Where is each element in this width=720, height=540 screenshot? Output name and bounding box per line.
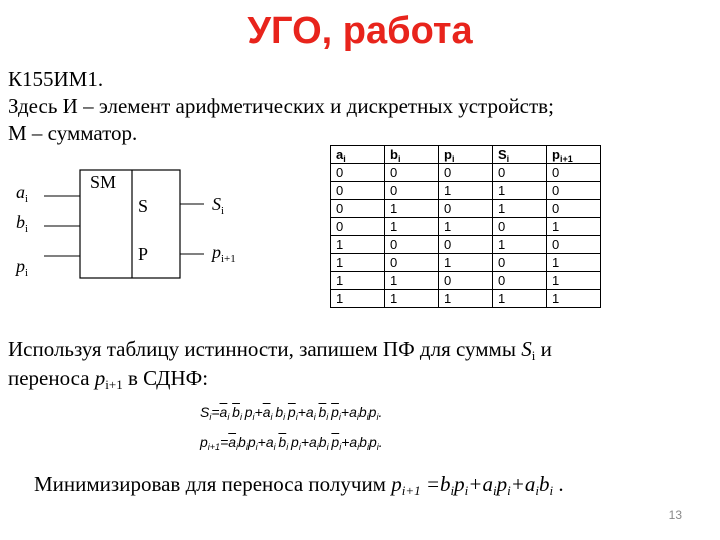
sdnf-paragraph <box>8 336 552 394</box>
table-cell: 1 <box>331 290 385 308</box>
input-p-label <box>16 256 28 277</box>
header-base: S <box>498 147 507 162</box>
paragraph-line-1-end: и <box>535 337 552 361</box>
table-cell: 0 <box>493 164 547 182</box>
table-cell: 0 <box>439 272 493 290</box>
table-cell: 0 <box>439 164 493 182</box>
formula-carry: $p_{i+1}=\overline{a}_ib_ip_i+a_i$ $\overline{b}_i$ $p_i+a_ib_i$ $\overline{p}_i+a_ib_ip_i$. <box>200 434 383 452</box>
intro-line-3: М – сумматор. <box>8 121 138 145</box>
paragraph-line-1 <box>8 336 552 365</box>
result-lhs-sub: i+1 <box>401 483 421 498</box>
result-term-3: +a <box>510 472 536 496</box>
output-si-base: S <box>212 194 221 214</box>
table-cell: 1 <box>439 290 493 308</box>
table-cell: 0 <box>547 164 601 182</box>
result-end: . <box>553 472 564 496</box>
minimized-result: Минимизировав для переноса получим pi+1 =bipi+aipi+aibi . <box>34 472 564 498</box>
truth-table-header-cell <box>331 146 385 164</box>
formula-carry-lhs: p <box>200 434 208 450</box>
table-cell: 1 <box>493 200 547 218</box>
block-label: SM <box>90 172 117 192</box>
header-base: b <box>390 147 398 162</box>
table-cell: 1 <box>547 272 601 290</box>
truth-table <box>330 145 601 308</box>
result-term-2b: p <box>496 472 508 496</box>
output-pi1-base: p <box>212 242 221 262</box>
table-cell: 1 <box>439 218 493 236</box>
table-cell: 1 <box>439 182 493 200</box>
table-cell: 0 <box>439 236 493 254</box>
table-row <box>331 182 601 200</box>
table-cell: 1 <box>493 236 547 254</box>
header-sub: i <box>397 154 401 164</box>
output-s-label: S <box>138 196 149 216</box>
output-si-sub: i <box>221 205 225 217</box>
table-cell: 0 <box>493 218 547 236</box>
result-term-1b: p <box>454 472 465 496</box>
table-row <box>331 236 601 254</box>
result-term-3b: b <box>539 472 550 496</box>
paragraph-line-2 <box>8 365 552 394</box>
truth-table-header-cell <box>385 146 439 164</box>
paragraph-line-1-text: Используя таблицу истинности, запишем ПФ для суммы <box>8 337 522 361</box>
table-cell: 1 <box>493 290 547 308</box>
adder-symbol <box>0 160 260 300</box>
table-cell: 0 <box>385 182 439 200</box>
table-cell: 1 <box>439 254 493 272</box>
header-sub: i+1 <box>559 154 573 164</box>
table-cell: 1 <box>493 182 547 200</box>
table-cell: 1 <box>547 290 601 308</box>
input-a-sub: i <box>25 193 29 205</box>
table-row <box>331 218 601 236</box>
table-cell: 1 <box>547 218 601 236</box>
paragraph-sum-sub: i <box>531 348 536 363</box>
table-cell: 0 <box>493 272 547 290</box>
truth-table-header-cell <box>493 146 547 164</box>
input-p-base: p <box>16 256 25 276</box>
sdnf-formulas <box>200 398 383 458</box>
table-cell: 0 <box>547 200 601 218</box>
table-cell: 1 <box>385 200 439 218</box>
intro-text <box>8 66 554 147</box>
slide-title: УГО, работа <box>247 10 473 52</box>
output-pi1-label <box>212 242 236 263</box>
intro-line-2: Здесь И – элемент арифметических и дискретных устройств; <box>8 94 554 118</box>
paragraph-carry-var: p <box>94 366 106 390</box>
input-a-base: a <box>16 182 25 202</box>
table-cell: 1 <box>385 290 439 308</box>
output-si-label <box>212 194 224 215</box>
paragraph-line-2-text: переноса <box>8 366 95 390</box>
table-cell: 1 <box>331 272 385 290</box>
input-b-label <box>16 212 28 233</box>
paragraph-carry-sub: i+1 <box>105 377 123 392</box>
table-cell: 0 <box>331 218 385 236</box>
input-a-label <box>16 182 28 203</box>
header-base: a <box>336 147 344 162</box>
header-sub: i <box>506 154 510 164</box>
table-row <box>331 290 601 308</box>
table-cell: 0 <box>331 182 385 200</box>
truth-table-header-cell <box>439 146 493 164</box>
result-term-1: =b <box>420 472 451 496</box>
header-sub: i <box>343 154 346 164</box>
truth-table-body <box>331 164 601 308</box>
table-cell: 0 <box>547 236 601 254</box>
paragraph-sum-var: S <box>521 337 532 361</box>
table-cell: 0 <box>385 236 439 254</box>
intro-line-1: К155ИМ1. <box>8 67 104 91</box>
result-term-2: +a <box>468 472 493 496</box>
header-base: p <box>552 147 560 162</box>
table-cell: 0 <box>385 254 439 272</box>
result-text: Минимизировав для переноса получим <box>34 472 392 496</box>
table-cell: 1 <box>385 218 439 236</box>
header-base: p <box>444 147 452 162</box>
table-cell: 1 <box>331 236 385 254</box>
truth-table-header <box>331 146 601 164</box>
input-b-sub: i <box>25 223 29 235</box>
table-cell: 0 <box>493 254 547 272</box>
table-row <box>331 200 601 218</box>
input-b-base: b <box>16 212 25 232</box>
formula-sum-lhs: S <box>200 404 210 420</box>
header-sub: i <box>451 154 455 164</box>
table-cell: 1 <box>385 272 439 290</box>
table-cell: 0 <box>385 164 439 182</box>
formula-sum: $S_i=\overline{a}_i$ $\overline{b}_i$ $p_i+\overline{a}_i$ $b_i$ $\overline{p}_i+a_i$ $\overline{b}_i$ $\overline{p}_i+a_ib_ip_i$. <box>200 404 383 422</box>
table-cell: 0 <box>439 200 493 218</box>
table-cell: 0 <box>331 200 385 218</box>
truth-table-header-cell <box>547 146 601 164</box>
output-p-label: P <box>138 244 149 264</box>
table-row <box>331 164 601 182</box>
table-cell: 0 <box>331 164 385 182</box>
table-cell: 1 <box>547 254 601 272</box>
table-cell: 0 <box>547 182 601 200</box>
table-row <box>331 254 601 272</box>
table-row <box>331 272 601 290</box>
output-pi1-sub: i+1 <box>221 253 236 265</box>
adder-symbol-lines <box>0 160 260 300</box>
result-lhs: p <box>391 472 402 496</box>
table-cell: 1 <box>331 254 385 272</box>
input-p-sub: i <box>25 267 29 279</box>
paragraph-line-2-end: в СДНФ: <box>122 366 209 390</box>
page-number: 13 <box>668 508 682 522</box>
